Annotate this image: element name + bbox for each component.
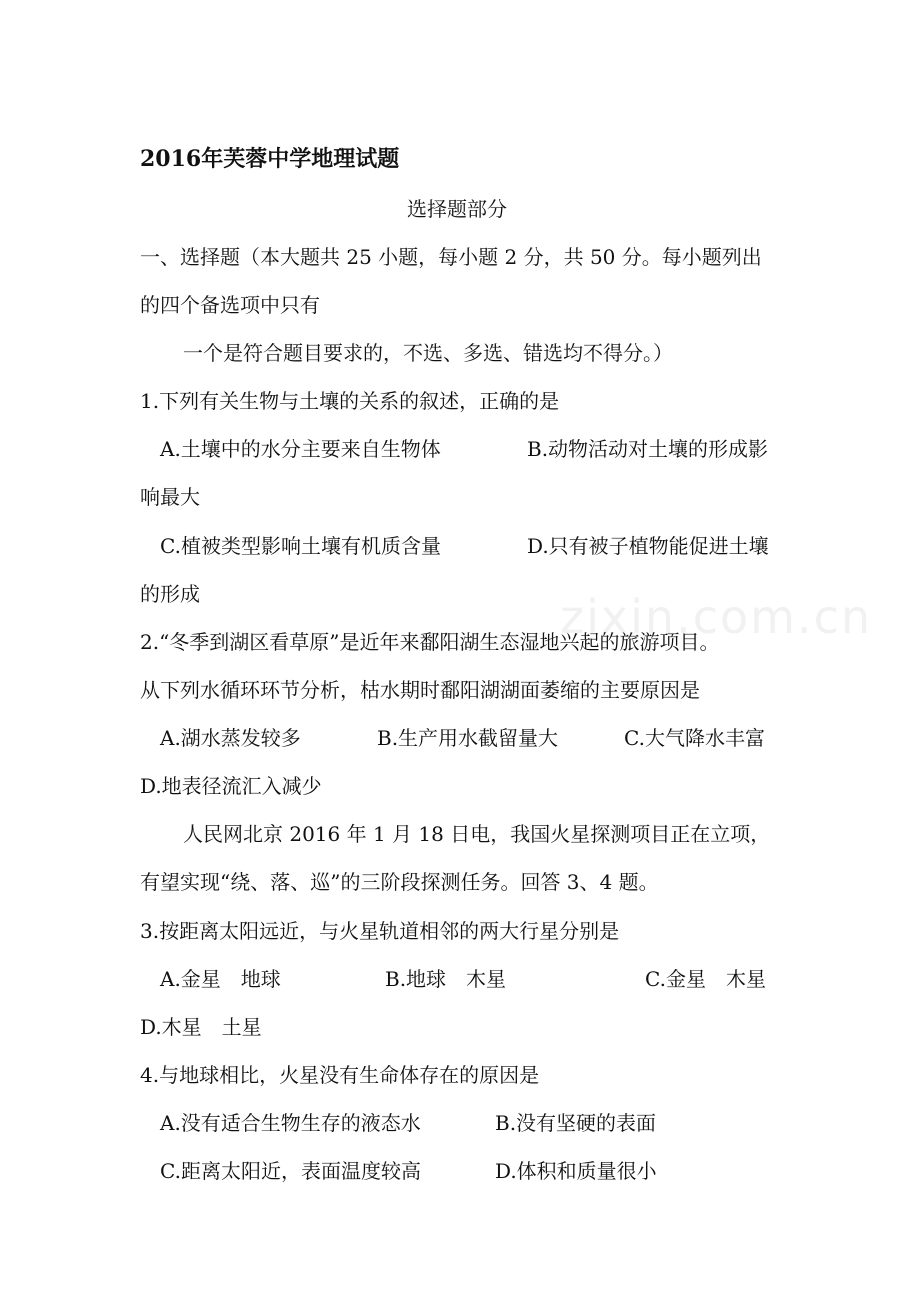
question-1-option-a: A.土壤中的水分主要来自生物体: [160, 437, 441, 461]
question-1-option-d-continued: 的形成: [140, 582, 200, 606]
question-2-stem-line-1: 2.“冬季到湖区看草原”是近年来鄱阳湖生态湿地兴起的旅游项目。: [140, 630, 720, 654]
question-4-option-c: C.距离太阳近，表面温度较高: [160, 1159, 421, 1183]
question-2-option-b: B.生产用水截留量大: [377, 726, 559, 750]
section-heading: 选择题部分: [407, 197, 507, 221]
question-1-option-b-continued: 响最大: [140, 485, 200, 509]
question-2-option-d: D.地表径流汇入减少: [140, 774, 322, 798]
document-title: 2016年芙蓉中学地理试题: [140, 146, 400, 172]
instructions-line-2: 的四个备选项中只有: [140, 293, 320, 317]
question-1-option-c: C.植被类型影响土壤有机质含量: [160, 534, 441, 558]
passage-line-2: 有望实现“绕、落、巡”的三阶段探测任务。回答 3、4 题。: [140, 870, 659, 894]
question-2-option-c: C.大气降水丰富: [624, 726, 765, 750]
question-3-option-b: B.地球 木星: [385, 967, 507, 991]
instructions-line-1: 一、选择题（本大题共 25 小题，每小题 2 分，共 50 分。每小题列出: [140, 245, 762, 269]
question-2-option-a: A.湖水蒸发较多: [160, 726, 301, 750]
question-3-option-a: A.金星 地球: [160, 967, 281, 991]
question-4-option-d: D.体积和质量很小: [495, 1159, 657, 1183]
question-4-stem: 4.与地球相比，火星没有生命体存在的原因是: [140, 1063, 540, 1087]
question-4-option-b: B.没有坚硬的表面: [495, 1111, 657, 1135]
question-1-stem: 1.下列有关生物与土壤的关系的叙述，正确的是: [140, 389, 560, 413]
question-4-option-a: A.没有适合生物生存的液态水: [160, 1111, 421, 1135]
question-3-stem: 3.按距离太阳远近，与火星轨道相邻的两大行星分别是: [140, 919, 620, 943]
question-1-option-d: D.只有被子植物能促进土壤: [527, 534, 769, 558]
question-1-option-b: B.动物活动对土壤的形成影: [527, 437, 769, 461]
question-3-option-d: D.木星 土星: [140, 1015, 262, 1039]
question-3-option-c: C.金星 木星: [645, 967, 766, 991]
question-2-stem-line-2: 从下列水循环环节分析，枯水期时鄱阳湖湖面萎缩的主要原因是: [140, 678, 700, 702]
watermark: zixin.com.cn: [560, 590, 873, 644]
passage-line-1: 人民网北京 2016 年 1 月 18 日电，我国火星探测项目正在立项，: [183, 822, 771, 846]
instructions-line-3: 一个是符合题目要求的，不选、多选、错选均不得分。）: [183, 341, 673, 365]
